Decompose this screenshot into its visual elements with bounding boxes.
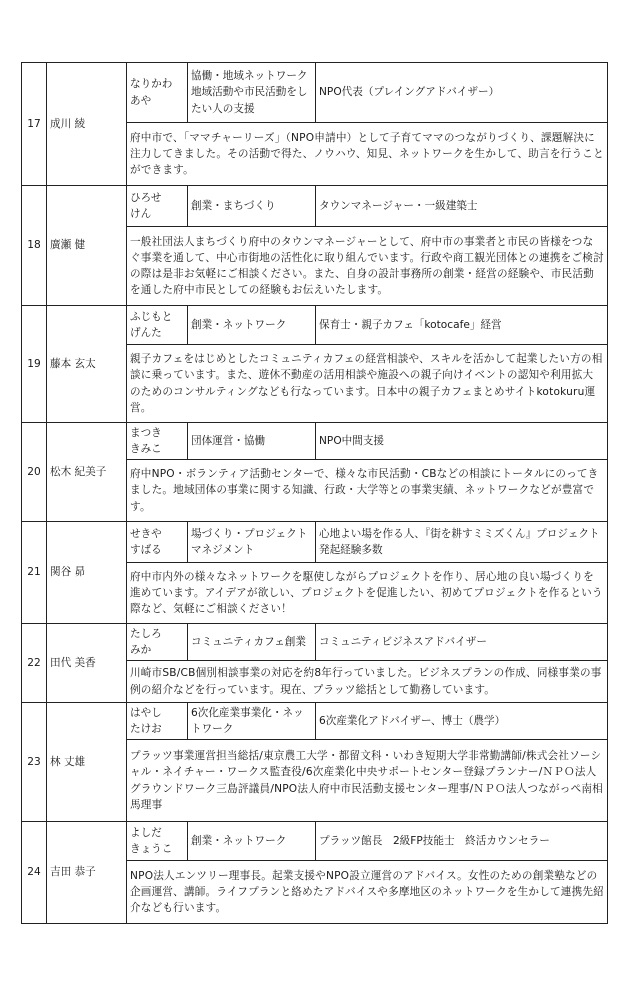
advisor-19-field: 創業・ネットワーク [188, 306, 316, 345]
advisor-22-number: 22 [22, 624, 47, 703]
advisor-22-kana [127, 624, 188, 661]
advisor-22-field: コミュニティカフェ創業 [188, 624, 316, 661]
advisor-24-title: プラッツ館長 2級FP技能士 終活カウンセラー [316, 822, 608, 861]
advisor-22-profile-row [22, 624, 608, 661]
advisor-20-kana-given: きみこ [130, 443, 162, 455]
advisor-20-kana-family: まつき [130, 426, 162, 439]
advisor-21-name: 関谷 昴 [47, 522, 127, 624]
advisor-22-title: コミュニティビジネスアドバイザー [316, 624, 608, 661]
advisor-24-kana-given: きょうこ [130, 843, 173, 855]
advisor-23-name: 林 丈雄 [47, 703, 127, 822]
advisor-20-title: NPO中間支援 [316, 423, 608, 460]
advisor-21-kana-family: せきや [130, 527, 162, 540]
advisor-17-kana [127, 63, 188, 123]
advisor-20-profile-row [22, 423, 608, 460]
advisor-17-description: 府中市で、「ママチャーリーズ」（NPO申請中）として子育てママのつながりづくり、課題解決に注力してきました。その活動で得た、ノウハウ、知見、ネットワークを生かして、助言を行うことができます。 [127, 123, 608, 186]
advisor-24-kana [127, 822, 188, 861]
advisor-20-number: 20 [22, 423, 47, 522]
advisor-21-number: 21 [22, 522, 47, 624]
advisor-24-profile-row [22, 822, 608, 861]
advisor-18-kana-given: けん [130, 208, 152, 220]
advisor-19-kana [127, 306, 188, 345]
advisor-23-profile-row [22, 703, 608, 740]
advisor-24-description: NPO法人エンツリー理事長。起業支援やNPO設立運営のアドバイス。女性のための創業塾などの企画運営、講師。ライフプランと絡めたアドバイスや多摩地区のネットワークを生かして連携先紹介なども行います。 [127, 861, 608, 924]
advisor-17-title: NPO代表（プレイングアドバイザー） [316, 63, 608, 123]
advisor-23-kana-given: たけお [130, 723, 162, 735]
advisor-17-kana-family: なりかわ [130, 78, 173, 91]
advisor-22-kana-given: みか [130, 644, 152, 656]
advisor-23-kana [127, 703, 188, 740]
advisor-21-kana-given: すばる [130, 544, 162, 556]
advisor-19-kana-given: げんた [130, 327, 162, 339]
advisor-19-description: 親子カフェをはじめとしたコミュニティカフェの経営相談や、スキルを活かして起業したい方の相談に乗っています。また、遊休不動産の活用相談や施設への親子向けイベントの認知や利用拡大のためのコンサルティングなども行なっています。日本中の親子カフェまとめサイトkotokuru運営。 [127, 345, 608, 423]
advisor-21-title: 心地よい場を作る人、『街を耕すミミズくん』プロジェクト発起経験多数 [316, 522, 608, 563]
advisor-22-name: 田代 美香 [47, 624, 127, 703]
advisor-23-description: プラッツ事業運営担当総括/東京農工大学・都留文科・いわき短期大学非常勤講師/株式会社ソーシャル・ネイチャー・ワークス監査役/6次産業化中央サポートセンター登録プランナー/ＮＰＯ法人グラウンドワーク三島評議員/NPO法人府中市民活動支援センター理事/ＮＰＯ法人つながっぺ南相馬理事 [127, 740, 608, 822]
advisor-18-description: 一般社団法人まちづくり府中のタウンマネージャーとして、府中市の事業者と市民の皆様をつなぐ事業を通して、中心市街地の活性化に取り組んでいます。行政や商工観光団体との連携をご検討の際は是非お気軽にご相談ください。また、自身の設計事務所の創業・経営の経験や、市民活動を通した府中市民としての経験もお伝えいたします。 [127, 227, 608, 306]
advisor-21-description: 府中市内外の様々なネットワークを駆使しながらプロジェクトを作り、居心地の良い場づくりを進めています。アイデアが欲しい、プロジェクトを促進したい、初めてプロジェクトを作るという際など、気軽にご相談ください！ [127, 563, 608, 624]
advisor-21-field: 場づくり・プロジェクトマネジメント [188, 522, 316, 563]
advisor-20-name: 松木 紀美子 [47, 423, 127, 522]
advisor-19-profile-row [22, 306, 608, 345]
advisor-21-kana [127, 522, 188, 563]
advisor-17-kana-given: あや [130, 94, 152, 107]
advisor-23-number: 23 [22, 703, 47, 822]
advisor-22-kana-family: たしろ [130, 627, 162, 640]
advisor-24-number: 24 [22, 822, 47, 924]
advisor-18-field: 創業・まちづくり [188, 186, 316, 227]
advisor-19-title: 保育士・親子カフェ「kotocafe」経営 [316, 306, 608, 345]
advisor-17-name: 成川 綾 [47, 63, 127, 186]
advisor-18-kana-family: ひろせ [130, 191, 162, 204]
advisor-18-name: 廣瀬 健 [47, 186, 127, 306]
advisor-23-title: 6次産業化アドバイザー、博士（農学） [316, 703, 608, 740]
advisor-19-name: 藤本 玄太 [47, 306, 127, 423]
advisor-23-field: 6次化産業事業化・ネットワーク [188, 703, 316, 740]
advisor-24-kana-family: よしだ [130, 826, 162, 839]
advisor-20-field: 団体運営・協働 [188, 423, 316, 460]
advisor-19-number: 19 [22, 306, 47, 423]
advisor-table [21, 62, 608, 924]
advisor-23-kana-family: はやし [130, 706, 162, 719]
advisor-18-profile-row [22, 186, 608, 227]
advisor-18-title: タウンマネージャー・一級建築士 [316, 186, 608, 227]
advisor-17-number: 17 [22, 63, 47, 186]
advisor-20-description: 府中NPO・ボランティア活動センターで、様々な市民活動・CBなどの相談にトータルにのってきました。地域団体の事業に関する知識、行政・大学等との事業実績、ネットワークなどが豊富です。 [127, 460, 608, 522]
advisor-18-number: 18 [22, 186, 47, 306]
advisor-20-kana [127, 423, 188, 460]
advisor-22-description: 川崎市SB/CB個別相談事業の対応を約8年行っていました。ビジネスプランの作成、同様事業の事例の紹介などを行っています。現在、プラッツ総括として勤務しています。 [127, 661, 608, 703]
advisor-21-profile-row [22, 522, 608, 563]
advisor-24-field: 創業・ネットワーク [188, 822, 316, 861]
advisor-17-profile-row [22, 63, 608, 123]
advisor-18-kana [127, 186, 188, 227]
advisor-19-kana-family: ふじもと [130, 310, 173, 323]
advisor-24-name: 吉田 恭子 [47, 822, 127, 924]
advisor-17-field: 協働・地域ネットワーク地域活動や市民活動をしたい人の支援 [188, 63, 316, 123]
